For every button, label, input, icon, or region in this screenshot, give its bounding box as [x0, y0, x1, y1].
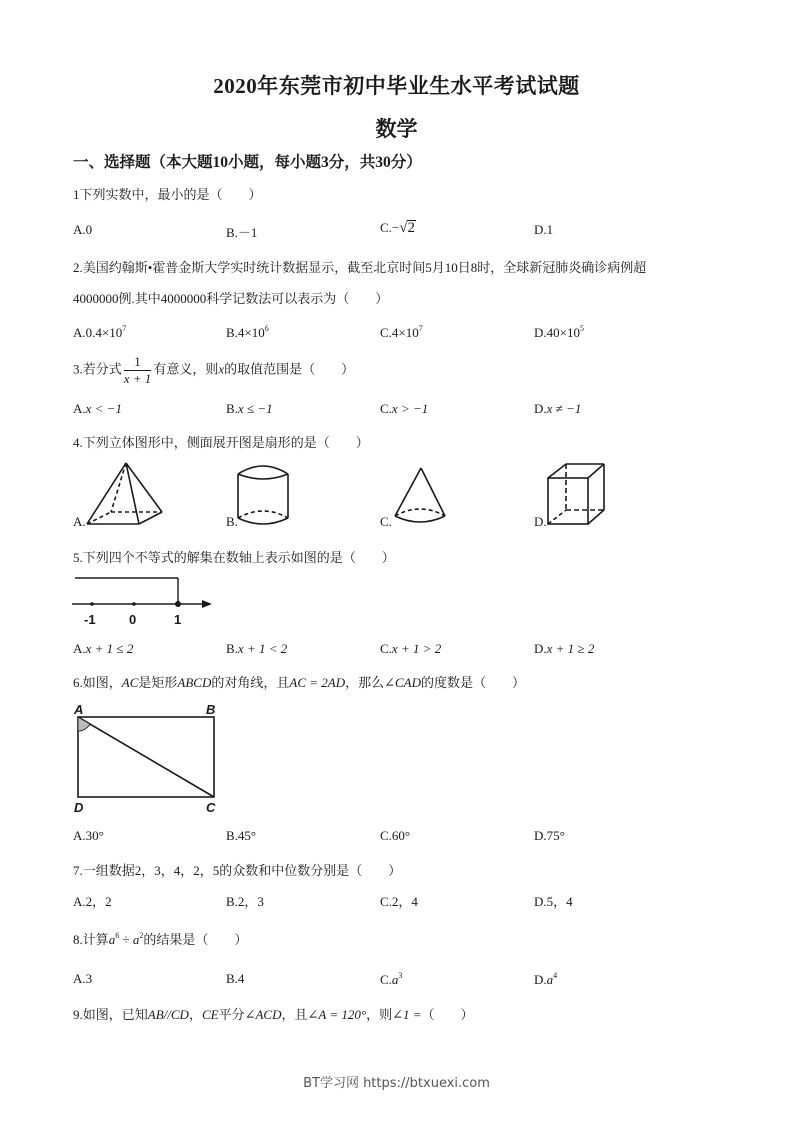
vertex-c-label: C [206, 800, 216, 815]
q7-option-d: D.5，4 [534, 894, 573, 909]
q2-option-b: $B.4\times 10^6$ [226, 324, 269, 340]
cone-figure [393, 466, 449, 528]
vertex-d-label: D [74, 800, 84, 815]
question-8-stem: 8.计算$a^6 \div a^2$的结果是（ ） [73, 931, 248, 947]
q5-option-a: A.x + 1 ≤ 2 [73, 641, 134, 656]
watermark-footer: BT学习网 https://btxuexi.com [303, 1076, 490, 1091]
vertex-a-label: A [74, 702, 84, 717]
question-1-stem: 1下列实数中，最小的是（ ） [73, 187, 262, 202]
q8-option-d: $D.a^4$ [534, 971, 558, 987]
q7-option-b: B.2，3 [226, 894, 264, 909]
exam-title: 2020年东莞市初中毕业生水平考试试题 [213, 74, 580, 98]
q7-option-c: C.2，4 [380, 894, 418, 909]
question-4-stem: 4.下列立体图形中，侧面展开图是扇形的是（ ） [73, 435, 369, 450]
q5-option-d: D.x + 1 ≥ 2 [534, 641, 595, 656]
cylinder-figure [236, 464, 292, 528]
rectangular-prism-figure [546, 462, 608, 528]
question-7-stem: 7.一组数据2，3，4，2，5的众数和中位数分别是（ ） [73, 863, 402, 878]
question-9-stem: 9.如图，已知AB//CD，CE平分∠ACD，且∠A = 120°，则∠1 =（ ） [73, 1007, 474, 1022]
q7-option-a: A.2，2 [73, 894, 112, 909]
q8-option-a: A.3 [73, 971, 93, 986]
q8-option-b: B.4 [226, 971, 245, 986]
q6-option-b: B.45° [226, 828, 257, 843]
q5-option-c: C.x + 1 > 2 [380, 641, 442, 656]
q4-option-a-label: A. [73, 514, 86, 529]
question-2-stem-line2: 4000000例.其中4000000科学记数法可以表示为（ ） [73, 291, 389, 306]
q2-option-d: $D.40\times 10^5$ [534, 324, 584, 340]
exam-subject: 数学 [375, 117, 418, 141]
q6-option-a: A.30° [73, 828, 104, 843]
question-3-stem: 3.若分式 $\frac{1}{x + 1}$ 有意义，则x的取值范围是（ ） [73, 354, 355, 386]
q1-option-a: A.0 [73, 222, 93, 237]
q2-option-c: $C.4\times 10^7$ [380, 324, 423, 340]
q8-option-c: $C.a^3$ [380, 971, 403, 987]
fraction: $\frac{1}{x + 1}$ [123, 354, 152, 386]
q6-option-d: D.75° [534, 828, 565, 843]
q6-option-c: C.60° [380, 828, 411, 843]
question-5-stem: 5.下列四个不等式的解集在数轴上表示如图的是（ ） [73, 550, 395, 565]
question-6-stem: 6.如图，AC是矩形ABCD的对角线，且AC = 2AD，那么∠CAD的度数是（ ） [73, 675, 526, 690]
q3-option-b: B.x ≤ −1 [226, 401, 273, 416]
q2-option-a: $A.0.4\times 10^7$ [73, 324, 127, 340]
rectangle-abcd-figure [72, 700, 222, 815]
q1-option-b: B.－1 [226, 225, 258, 240]
q1-option-d: D.1 [534, 222, 554, 237]
tick-0: 0 [129, 612, 137, 627]
number-line-figure [72, 574, 217, 626]
question-2-stem-line1: 2.美国约翰斯•霍普金斯大学实时统计数据显示，截至北京时间5月10日8时，全球新冠肺炎确诊病例超 [73, 260, 647, 275]
vertex-b-label: B [206, 702, 216, 717]
square-pyramid-figure [84, 462, 164, 526]
tick-minus-1: -1 [84, 612, 96, 627]
q1-option-c: C.−√2 [380, 220, 415, 236]
q3-option-a: A.x < −1 [73, 401, 122, 416]
q3-option-c: C.x > −1 [380, 401, 429, 416]
q4-option-b-label: B. [226, 514, 238, 529]
tick-1: 1 [174, 612, 182, 627]
q3-option-d: D.x ≠ −1 [534, 401, 582, 416]
q4-option-c-label: C. [380, 514, 392, 529]
q4-option-d-label: D. [534, 514, 547, 529]
q5-option-b: B.x + 1 < 2 [226, 641, 288, 656]
section-heading: 一、选择题（本大题10小题，每小题3分，共30分） [73, 154, 422, 171]
